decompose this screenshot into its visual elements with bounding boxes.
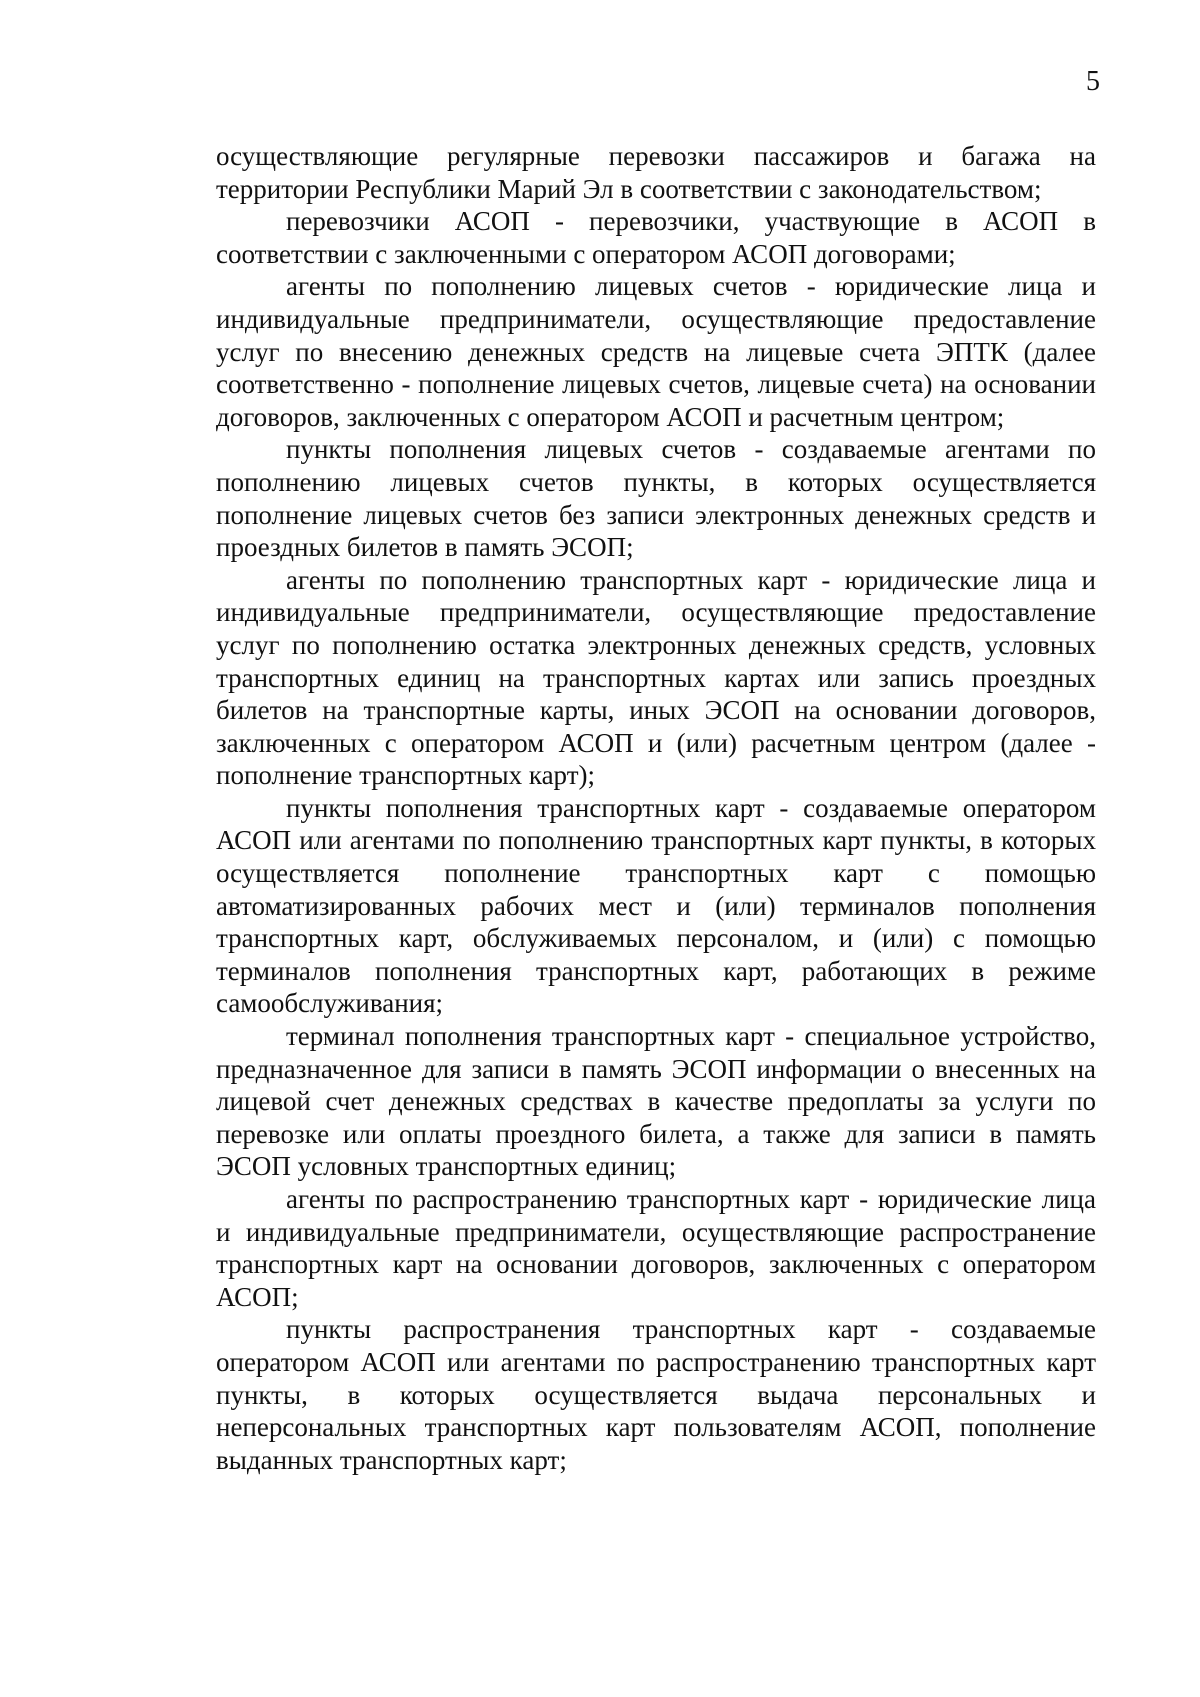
paragraph-account-agents: агенты по пополнению лицевых счетов - юридические лица и индивидуальные предприниматели, осуществляющие предоставление услуг по внесению денежных средств на лицевые счета ЭПТК (далее соответственно - пополнение лицевых счетов, лицевые счета) на основании договоров, заключенных с оператором АСОП и расчетным центром; (216, 271, 1096, 432)
paragraph-card-agents: агенты по пополнению транспортных карт - юридические лица и индивидуальные предприниматели, осуществляющие предоставление услуг по пополнению остатка электронных денежных средств, условных транспортных единиц на транспортных картах или запись проездных билетов на транспортные карты, иных ЭСОП на основании договоров, заключенных с оператором АСОП и (или) расчетным центром (далее - пополнение транспортных карт); (216, 564, 1096, 791)
paragraph-continuation: осуществляющие регулярные перевозки пассажиров и багажа на территории Республики Марий Эл в соответствии с законодательством; (216, 141, 1096, 204)
paragraph-terminal: терминал пополнения транспортных карт - специальное устройство, предназначенное для записи в память ЭСОП информации о внесенных на лицевой счет денежных средствах в качестве предоплаты за услуги по перевозке или оплаты проездного билета, а также для записи в память ЭСОП условных транспортных единиц; (216, 1021, 1096, 1182)
paragraph-distribution-points: пункты распространения транспортных карт - создаваемые оператором АСОП или агентами по распространению транспортных карт пункты, в которых осуществляется выдача персональных и неперсональных транспортных карт пользователям АСОП, пополнение выданных транспортных карт; (216, 1314, 1096, 1475)
paragraph-distribution-agents: агенты по распространению транспортных карт - юридические лица и индивидуальные предприниматели, осуществляющие распространение транспортных карт на основании договоров, заключенных с оператором АСОП; (216, 1184, 1096, 1312)
page-number: 5 (1086, 66, 1100, 97)
paragraph-account-points: пункты пополнения лицевых счетов - создаваемые агентами по пополнению лицевых счетов пункты, в которых осуществляется пополнение лицевых счетов без записи электронных денежных средств и проездных билетов в память ЭСОП; (216, 434, 1096, 563)
document-body (216, 140, 1096, 1476)
paragraph-card-points: пункты пополнения транспортных карт - создаваемые оператором АСОП или агентами по пополнению транспортных карт пункты, в которых осуществляется пополнение транспортных карт с помощью автоматизированных рабочих мест и (или) терминалов пополнения транспортных карт, обслуживаемых персоналом, и (или) с помощью терминалов пополнения транспортных карт, работающих в режиме самообслуживания; (216, 792, 1096, 1019)
paragraph-carriers: перевозчики АСОП - перевозчики, участвующие в АСОП в соответствии с заключенными с оператором АСОП договорами; (216, 206, 1096, 269)
